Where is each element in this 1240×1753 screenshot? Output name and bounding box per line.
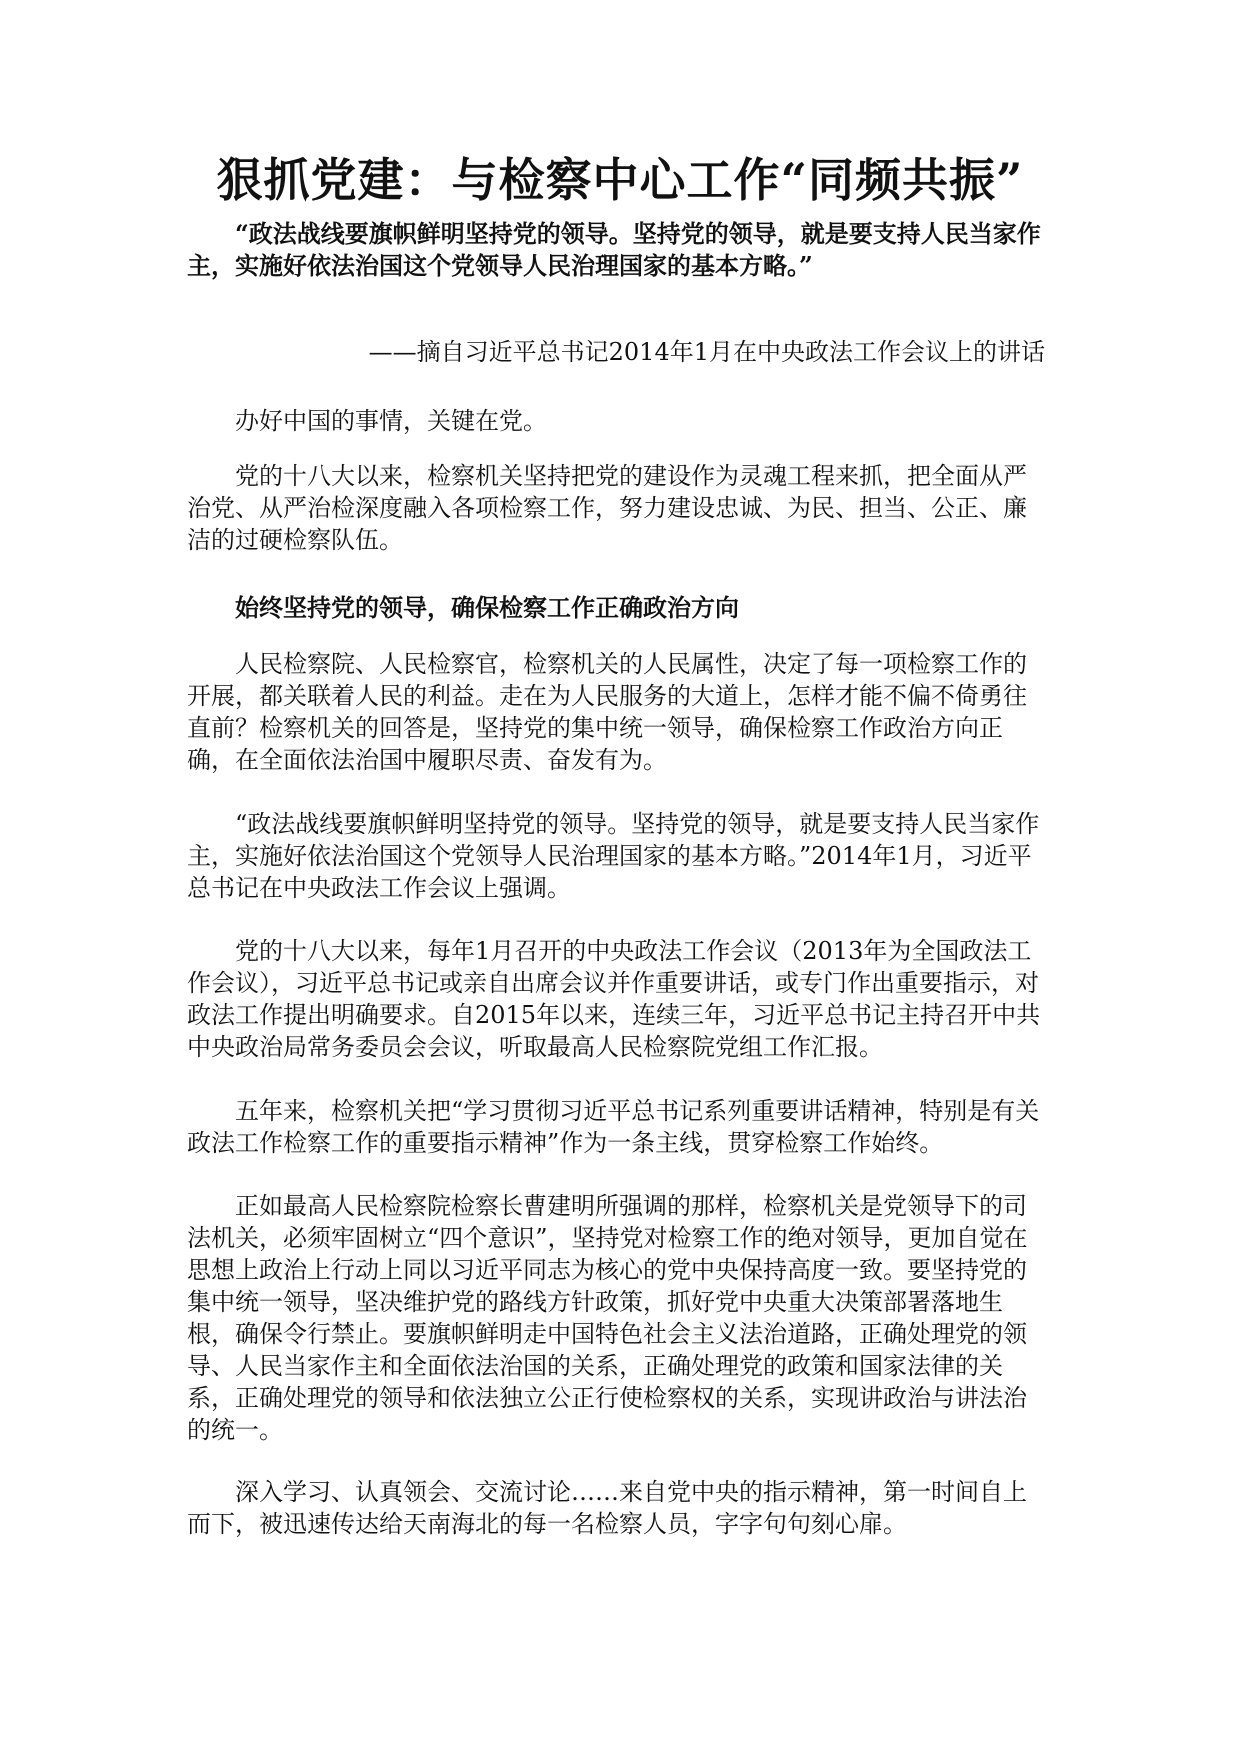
epigraph-quote: “政法战线要旗帜鲜明坚持党的领导。坚持党的领导，就是要支持人民当家作主，实施好依法治国这个党领导人民治理国家的基本方略。”	[187, 219, 1041, 280]
paragraph-6: 五年来，检察机关把“学习贯彻习近平总书记系列重要讲话精神，特别是有关政法工作检察工作的重要指示精神”作为一条主线，贯穿检察工作始终。	[187, 1097, 1040, 1157]
paragraph-2: 党的十八大以来，检察机关坚持把党的建设作为灵魂工程来抓，把全面从严治党、从严治检深度融入各项检察工作，努力建设忠诚、为民、担当、公正、廉洁的过硬检察队伍。	[187, 462, 1027, 554]
paragraph-7: 正如最高人民检察院检察长曹建明所强调的那样，检察机关是党领导下的司法机关，必须牢固树立“四个意识”，坚持党对检察工作的绝对领导，更加自觉在思想上政治上行动上同以习近平同志为核心的党中央保持高度一致。要坚持党的集中统一领导，坚决维护党的路线方针政策，抓好党中央重大决策部署落地生根，确保令行禁止。要旗帜鲜明走中国特色社会主义法治道路，正确处理党的领导、人民当家作主和全面依法治国的关系，正确处理党的政策和国家法律的关系，正确处理党的领导和依法独立公正行使检察权的关系，实现讲政治与讲法治的统一。	[187, 1192, 1028, 1444]
paragraph-3: 人民检察院、人民检察官，检察机关的人民属性，决定了每一项检察工作的开展，都关联着人民的利益。走在为人民服务的大道上，怎样才能不偏不倚勇往直前？检察机关的回答是，坚持党的集中统一领导，确保检察工作政治方向正确，在全面依法治国中履职尽责、奋发有为。	[187, 650, 1027, 774]
paragraph-4: “政法战线要旗帜鲜明坚持党的领导。坚持党的领导，就是要支持人民当家作主，实施好依法治国这个党领导人民治理国家的基本方略。”2014年1月，习近平总书记在中央政法工作会议上强调。	[187, 810, 1040, 902]
page-title: 狠抓党建：与检察中心工作“同频共振”	[216, 153, 1024, 207]
paragraph-1: 办好中国的事情，关键在党。	[235, 407, 547, 435]
epigraph-attribution: ——摘自习近平总书记2014年1月在中央政法工作会议上的讲话	[368, 338, 1045, 366]
section-heading: 始终坚持党的领导，确保检察工作正确政治方向	[235, 593, 739, 622]
paragraph-8: 深入学习、认真领会、交流讨论……来自党中央的指示精神，第一时间自上而下，被迅速传达给天南海北的每一名检察人员，字字句句刻心扉。	[187, 1478, 1027, 1538]
paragraph-5: 党的十八大以来，每年1月召开的中央政法工作会议（2013年为全国政法工作会议），习近平总书记或亲自出席会议并作重要讲话，或专门作出重要指示，对政法工作提出明确要求。自2015年以来，连续三年，习近平总书记主持召开中共中央政治局常务委员会会议，听取最高人民检察院党组工作汇报。	[187, 937, 1041, 1061]
